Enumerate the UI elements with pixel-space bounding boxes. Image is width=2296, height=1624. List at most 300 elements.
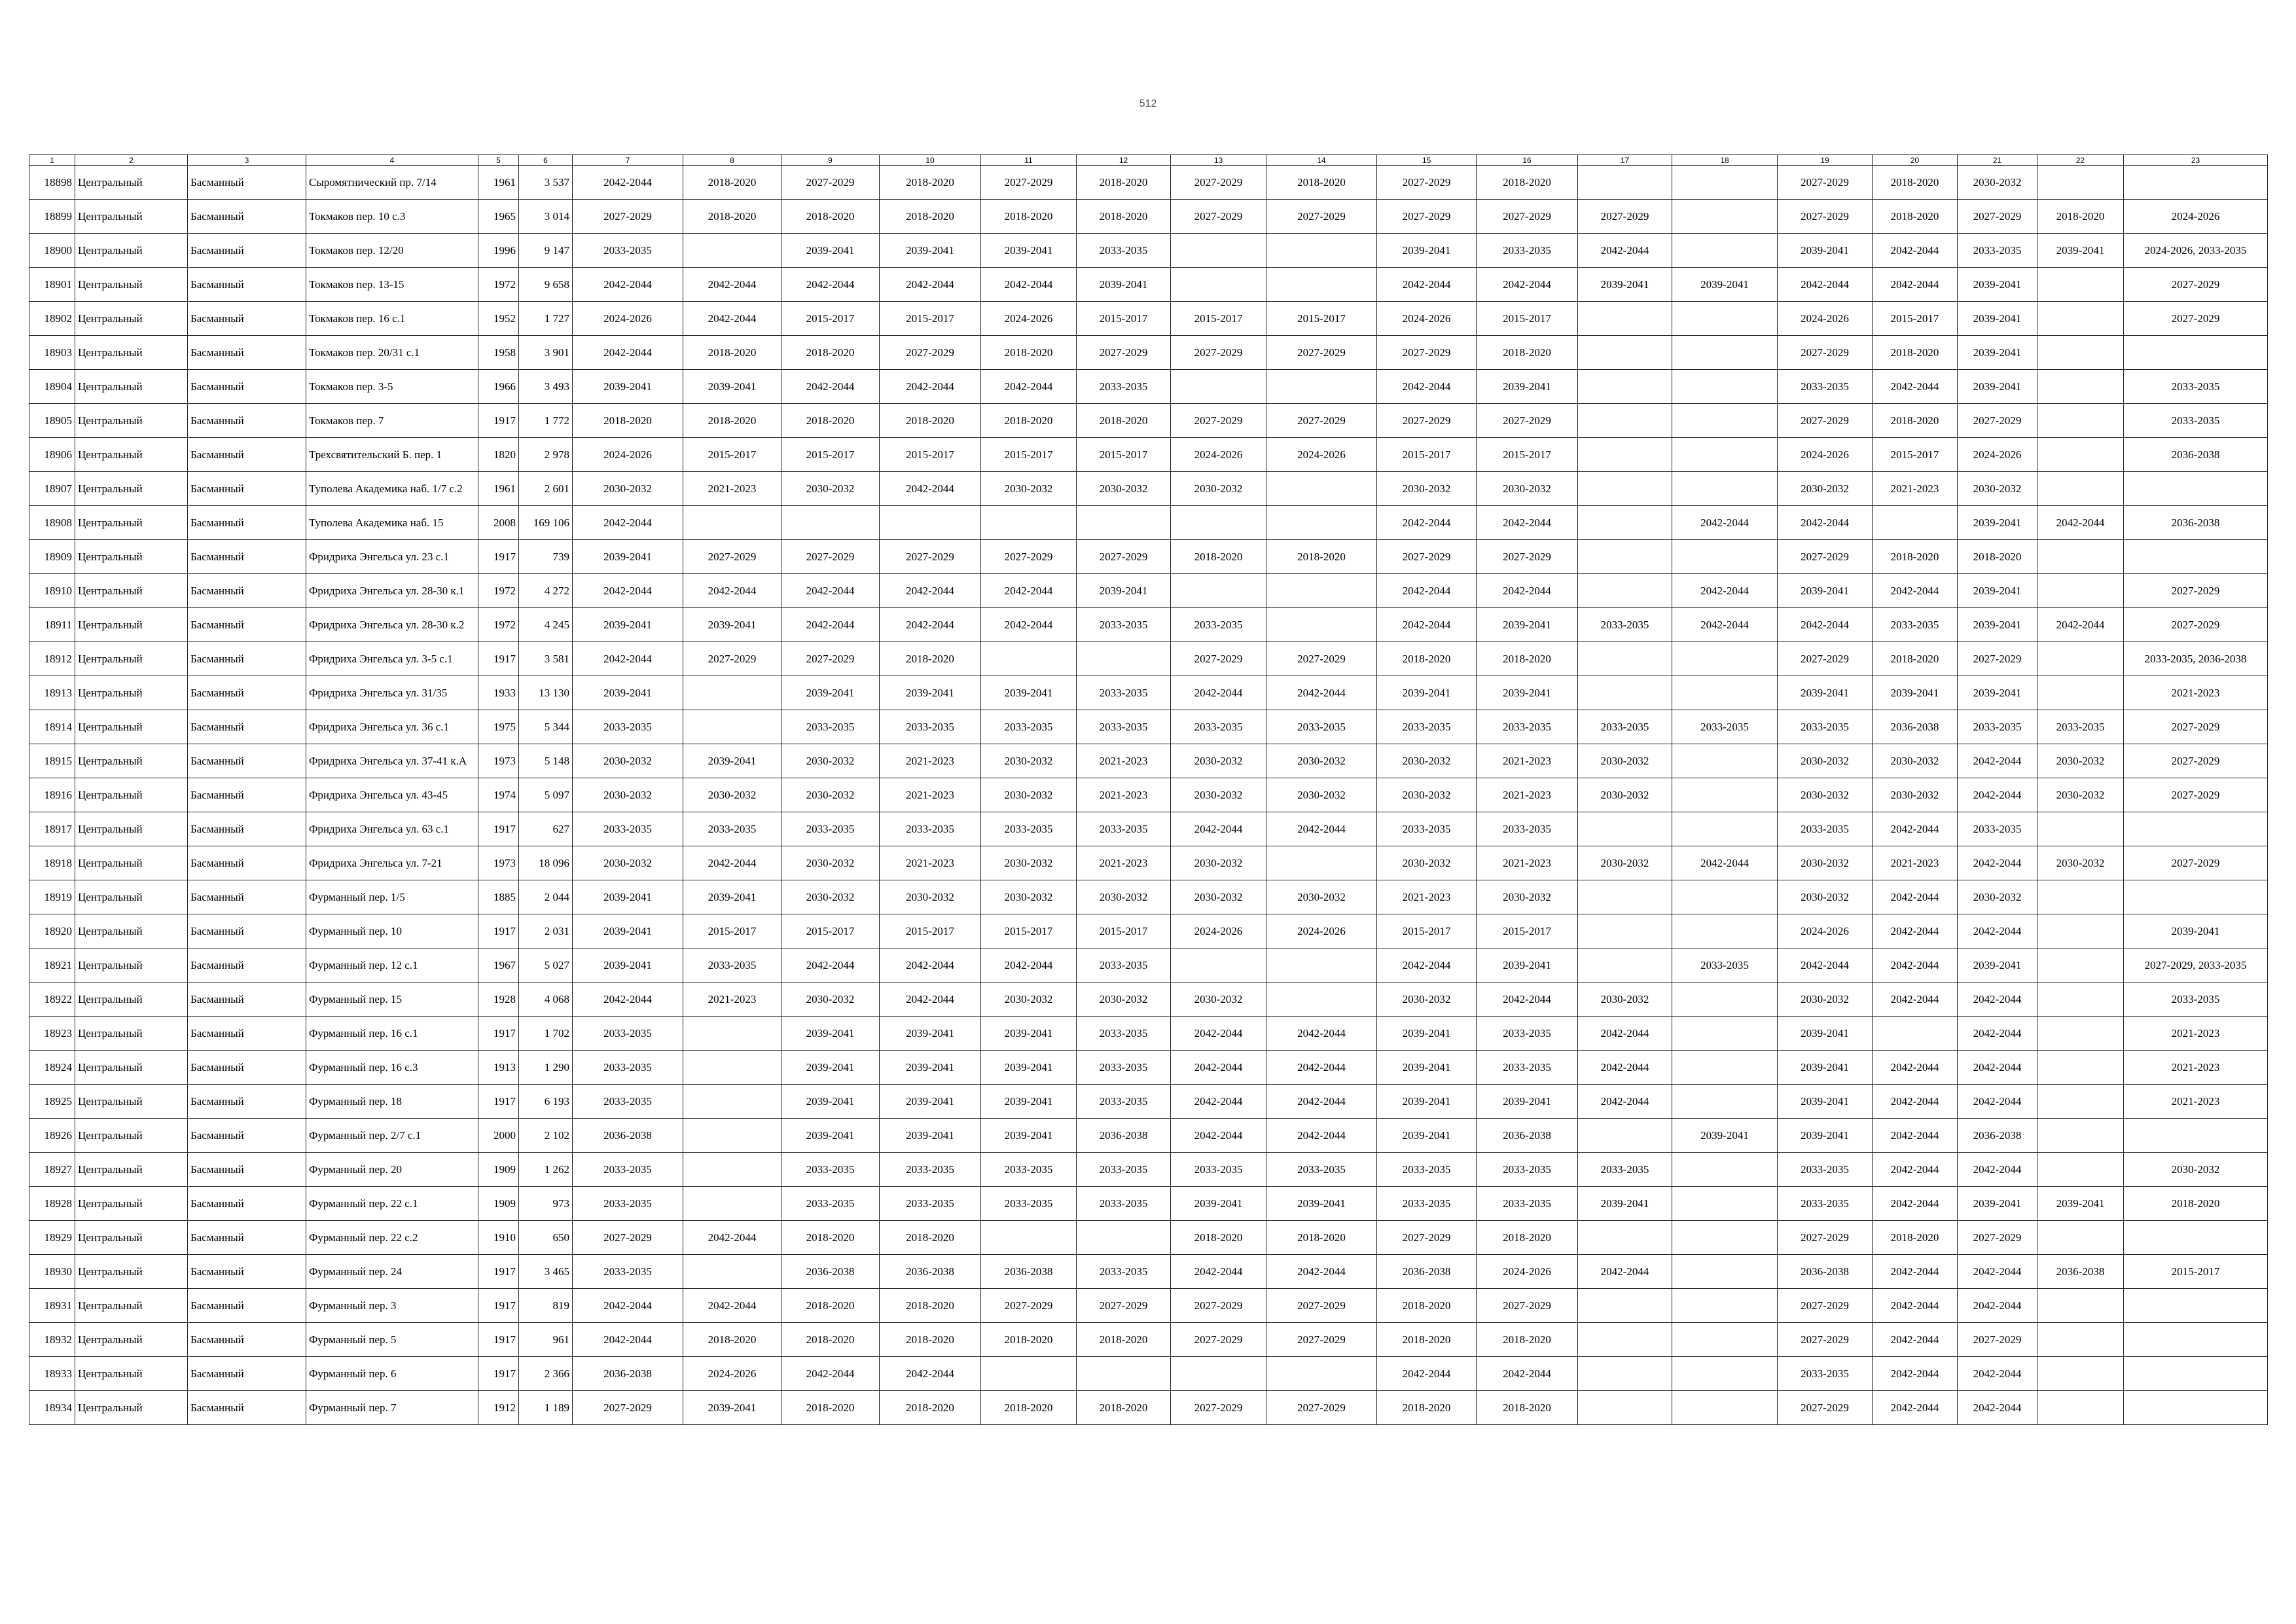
period-cell bbox=[1578, 506, 1672, 540]
district-cell: Басманный bbox=[188, 506, 306, 540]
period-cell: 2027-2029 bbox=[1477, 404, 1578, 438]
period-cell: 2033-2035 bbox=[1171, 608, 1266, 642]
period-cell bbox=[1266, 846, 1377, 880]
year-cell: 1975 bbox=[478, 710, 519, 744]
period-cell: 2039-2041 bbox=[1171, 1187, 1266, 1221]
period-cell bbox=[1672, 812, 1778, 846]
period-cell bbox=[1171, 948, 1266, 983]
period-cell: 2039-2041 bbox=[1377, 1119, 1477, 1153]
period-cell bbox=[1578, 1357, 1672, 1391]
period-cell: 2042-2044 bbox=[1672, 608, 1778, 642]
period-cell: 2027-2029 bbox=[2124, 302, 2268, 336]
district-cell: Басманный bbox=[188, 574, 306, 608]
period-cell bbox=[1672, 472, 1778, 506]
period-cell bbox=[1077, 506, 1171, 540]
district-cell: Басманный bbox=[188, 540, 306, 574]
table-body bbox=[29, 166, 2268, 1425]
area-cell: 2 601 bbox=[519, 472, 573, 506]
period-cell: 2042-2044 bbox=[1873, 268, 1958, 302]
period-cell: 2030-2032 bbox=[1377, 472, 1477, 506]
address-cell: Фурманный пер. 6 bbox=[306, 1357, 478, 1391]
period-cell: 2042-2044 bbox=[981, 574, 1077, 608]
period-cell bbox=[2037, 812, 2124, 846]
period-cell: 2030-2032 bbox=[1171, 472, 1266, 506]
period-cell bbox=[1672, 1051, 1778, 1085]
period-cell: 2039-2041 bbox=[1477, 1085, 1578, 1119]
column-number-header: 22 bbox=[2037, 155, 2124, 166]
period-cell: 2033-2035 bbox=[1077, 710, 1171, 744]
period-cell bbox=[1578, 472, 1672, 506]
row-number-cell: 18929 bbox=[29, 1221, 75, 1255]
period-cell: 2042-2044 bbox=[1873, 983, 1958, 1017]
table-row bbox=[29, 1221, 2268, 1255]
district-cell: Басманный bbox=[188, 983, 306, 1017]
period-cell: 2042-2044 bbox=[1266, 812, 1377, 846]
row-number-cell: 18912 bbox=[29, 642, 75, 676]
okrug-cell: Центральный bbox=[75, 1153, 188, 1187]
period-cell: 2042-2044 bbox=[573, 1289, 683, 1323]
period-cell: 2039-2041 bbox=[1778, 1051, 1873, 1085]
period-cell: 2033-2035 bbox=[1477, 1017, 1578, 1051]
period-cell: 2033-2035 bbox=[1578, 710, 1672, 744]
period-cell bbox=[1578, 438, 1672, 472]
okrug-cell: Центральный bbox=[75, 1289, 188, 1323]
period-cell: 2042-2044 bbox=[1477, 506, 1578, 540]
period-cell bbox=[2037, 336, 2124, 370]
period-cell: 2027-2029 bbox=[1477, 1289, 1578, 1323]
period-cell: 2039-2041 bbox=[1958, 1187, 2037, 1221]
table-row bbox=[29, 1051, 2268, 1085]
period-cell: 2042-2044 bbox=[1958, 1391, 2037, 1425]
period-cell: 2027-2029 bbox=[1778, 1221, 1873, 1255]
period-cell: 2030-2032 bbox=[1377, 846, 1477, 880]
period-cell: 2018-2020 bbox=[1873, 200, 1958, 234]
period-cell: 2030-2032 bbox=[2037, 744, 2124, 778]
period-cell: 2039-2041 bbox=[781, 1085, 880, 1119]
period-cell: 2030-2032 bbox=[981, 880, 1077, 914]
period-cell: 2042-2044 bbox=[1958, 778, 2037, 812]
area-cell: 1 727 bbox=[519, 302, 573, 336]
period-cell: 2039-2041 bbox=[880, 234, 981, 268]
period-cell: 2039-2041 bbox=[1958, 336, 2037, 370]
period-cell: 2033-2035 bbox=[1578, 608, 1672, 642]
okrug-cell: Центральный bbox=[75, 574, 188, 608]
period-cell: 2042-2044 bbox=[1873, 1051, 1958, 1085]
period-cell: 2027-2029, 2033-2035 bbox=[2124, 948, 2268, 983]
period-cell: 2039-2041 bbox=[1958, 302, 2037, 336]
period-cell: 2033-2035 bbox=[1077, 1017, 1171, 1051]
period-cell: 2030-2032 bbox=[1377, 744, 1477, 778]
period-cell: 2030-2032 bbox=[1778, 778, 1873, 812]
okrug-cell: Центральный bbox=[75, 880, 188, 914]
period-cell: 2027-2029 bbox=[1171, 1323, 1266, 1357]
period-cell: 2033-2035 bbox=[1778, 370, 1873, 404]
period-cell: 2042-2044 bbox=[1477, 268, 1578, 302]
period-cell: 2042-2044 bbox=[573, 983, 683, 1017]
district-cell: Басманный bbox=[188, 880, 306, 914]
period-cell bbox=[2037, 1085, 2124, 1119]
period-cell: 2018-2020 bbox=[1377, 642, 1477, 676]
period-cell bbox=[1077, 642, 1171, 676]
period-cell: 2042-2044 bbox=[981, 370, 1077, 404]
period-cell: 2036-2038 bbox=[573, 1119, 683, 1153]
row-number-cell: 18923 bbox=[29, 1017, 75, 1051]
period-cell: 2027-2029 bbox=[1778, 1323, 1873, 1357]
period-cell bbox=[1171, 268, 1266, 302]
period-cell bbox=[2037, 880, 2124, 914]
year-cell: 1909 bbox=[478, 1153, 519, 1187]
area-cell: 973 bbox=[519, 1187, 573, 1221]
okrug-cell: Центральный bbox=[75, 1221, 188, 1255]
period-cell: 2018-2020 bbox=[1171, 1221, 1266, 1255]
period-cell: 2018-2020 bbox=[880, 404, 981, 438]
period-cell: 2042-2044 bbox=[1266, 1017, 1377, 1051]
period-cell: 2036-2038 bbox=[1377, 1255, 1477, 1289]
row-number-cell: 18918 bbox=[29, 846, 75, 880]
row-number-cell: 18909 bbox=[29, 540, 75, 574]
period-cell bbox=[683, 506, 781, 540]
period-cell: 2042-2044 bbox=[781, 574, 880, 608]
period-cell: 2033-2035 bbox=[981, 1153, 1077, 1187]
period-cell: 2015-2017 bbox=[981, 438, 1077, 472]
period-cell: 2039-2041 bbox=[1958, 268, 2037, 302]
period-cell: 2033-2035 bbox=[1477, 812, 1578, 846]
district-cell: Басманный bbox=[188, 1153, 306, 1187]
period-cell bbox=[1578, 370, 1672, 404]
okrug-cell: Центральный bbox=[75, 608, 188, 642]
period-cell bbox=[981, 506, 1077, 540]
period-cell: 2027-2029 bbox=[683, 540, 781, 574]
period-cell bbox=[1266, 1357, 1377, 1391]
row-number-cell: 18926 bbox=[29, 1119, 75, 1153]
period-cell bbox=[2037, 1221, 2124, 1255]
okrug-cell: Центральный bbox=[75, 234, 188, 268]
period-cell: 2039-2041 bbox=[1778, 234, 1873, 268]
column-number-header: 1 bbox=[29, 155, 75, 166]
period-cell: 2030-2032 bbox=[1778, 983, 1873, 1017]
year-cell: 1917 bbox=[478, 1289, 519, 1323]
period-cell: 2030-2032 bbox=[1477, 880, 1578, 914]
period-cell: 2042-2044 bbox=[781, 948, 880, 983]
period-cell: 2039-2041 bbox=[880, 676, 981, 710]
period-cell: 2027-2029 bbox=[1266, 1391, 1377, 1425]
column-number-header: 19 bbox=[1778, 155, 1873, 166]
period-cell: 2030-2032 bbox=[1171, 846, 1266, 880]
period-cell: 2042-2044 bbox=[1873, 1085, 1958, 1119]
period-cell: 2039-2041 bbox=[1578, 268, 1672, 302]
period-cell: 2030-2032 bbox=[1958, 166, 2037, 200]
period-cell: 2033-2035 bbox=[573, 1187, 683, 1221]
area-cell: 819 bbox=[519, 1289, 573, 1323]
period-cell: 2024-2026 bbox=[1266, 438, 1377, 472]
year-cell: 1928 bbox=[478, 983, 519, 1017]
period-cell bbox=[2124, 1289, 2268, 1323]
period-cell bbox=[1578, 948, 1672, 983]
table-row bbox=[29, 234, 2268, 268]
period-cell bbox=[1672, 1289, 1778, 1323]
period-cell bbox=[1672, 1391, 1778, 1425]
period-cell: 2018-2020 bbox=[781, 1221, 880, 1255]
period-cell bbox=[2037, 438, 2124, 472]
row-number-cell: 18905 bbox=[29, 404, 75, 438]
column-number-header: 7 bbox=[573, 155, 683, 166]
table-row bbox=[29, 574, 2268, 608]
period-cell: 2027-2029 bbox=[1377, 1221, 1477, 1255]
year-cell: 1973 bbox=[478, 744, 519, 778]
period-cell: 2036-2038 bbox=[573, 1357, 683, 1391]
period-cell: 2042-2044 bbox=[1477, 574, 1578, 608]
period-cell bbox=[683, 1187, 781, 1221]
column-number-header: 8 bbox=[683, 155, 781, 166]
period-cell bbox=[2037, 1357, 2124, 1391]
period-cell: 2033-2035 bbox=[1778, 1153, 1873, 1187]
area-cell: 18 096 bbox=[519, 846, 573, 880]
period-cell bbox=[2037, 642, 2124, 676]
period-cell: 2036-2038 bbox=[1873, 710, 1958, 744]
district-cell: Басманный bbox=[188, 812, 306, 846]
period-cell: 2027-2029 bbox=[781, 166, 880, 200]
period-cell: 2033-2035 bbox=[781, 710, 880, 744]
period-cell: 2042-2044 bbox=[1958, 1085, 2037, 1119]
period-cell: 2042-2044 bbox=[683, 268, 781, 302]
period-cell: 2039-2041 bbox=[683, 880, 781, 914]
period-cell bbox=[1672, 983, 1778, 1017]
period-cell: 2042-2044 bbox=[683, 574, 781, 608]
area-cell: 5 148 bbox=[519, 744, 573, 778]
district-cell: Басманный bbox=[188, 710, 306, 744]
period-cell: 2015-2017 bbox=[1077, 438, 1171, 472]
period-cell: 2042-2044 bbox=[1873, 1289, 1958, 1323]
period-cell: 2039-2041 bbox=[880, 1119, 981, 1153]
table-row bbox=[29, 404, 2268, 438]
address-cell: Фридриха Энгельса ул. 28-30 к.1 bbox=[306, 574, 478, 608]
district-cell: Басманный bbox=[188, 302, 306, 336]
row-number-cell: 18910 bbox=[29, 574, 75, 608]
period-cell bbox=[1578, 812, 1672, 846]
period-cell: 2042-2044 bbox=[1778, 608, 1873, 642]
table-row bbox=[29, 1323, 2268, 1357]
period-cell bbox=[683, 1255, 781, 1289]
period-cell: 2027-2029 bbox=[2124, 846, 2268, 880]
address-cell: Фридриха Энгельса ул. 36 с.1 bbox=[306, 710, 478, 744]
area-cell: 2 031 bbox=[519, 914, 573, 948]
period-cell: 2039-2041 bbox=[1958, 676, 2037, 710]
period-cell bbox=[2124, 880, 2268, 914]
period-cell: 2021-2023 bbox=[1477, 778, 1578, 812]
area-cell: 961 bbox=[519, 1323, 573, 1357]
year-cell: 1933 bbox=[478, 676, 519, 710]
period-cell: 2042-2044 bbox=[683, 846, 781, 880]
period-cell: 2039-2041 bbox=[1778, 1085, 1873, 1119]
period-cell: 2039-2041 bbox=[981, 1119, 1077, 1153]
period-cell bbox=[1672, 370, 1778, 404]
period-cell: 2015-2017 bbox=[781, 302, 880, 336]
period-cell: 2039-2041 bbox=[880, 1085, 981, 1119]
period-cell: 2042-2044 bbox=[1873, 1323, 1958, 1357]
address-cell: Токмаков пер. 7 bbox=[306, 404, 478, 438]
period-cell: 2018-2020 bbox=[1873, 642, 1958, 676]
period-cell: 2015-2017 bbox=[683, 914, 781, 948]
period-cell: 2018-2020 bbox=[981, 404, 1077, 438]
year-cell: 1961 bbox=[478, 166, 519, 200]
period-cell: 2018-2020 bbox=[683, 1323, 781, 1357]
period-cell: 2030-2032 bbox=[1778, 472, 1873, 506]
address-cell: Фурманный пер. 5 bbox=[306, 1323, 478, 1357]
table-row bbox=[29, 1153, 2268, 1187]
period-cell: 2021-2023 bbox=[1477, 846, 1578, 880]
period-cell: 2042-2044 bbox=[573, 336, 683, 370]
period-cell: 2015-2017 bbox=[1377, 438, 1477, 472]
period-cell: 2042-2044 bbox=[981, 268, 1077, 302]
period-cell: 2024-2026 bbox=[1377, 302, 1477, 336]
period-cell: 2033-2035 bbox=[1477, 1187, 1578, 1221]
period-cell: 2027-2029 bbox=[1778, 200, 1873, 234]
period-cell: 2033-2035 bbox=[1077, 1051, 1171, 1085]
period-cell: 2030-2032 bbox=[1377, 778, 1477, 812]
table-row bbox=[29, 540, 2268, 574]
period-cell bbox=[2124, 540, 2268, 574]
address-cell: Фридриха Энгельса ул. 43-45 bbox=[306, 778, 478, 812]
district-cell: Басманный bbox=[188, 1221, 306, 1255]
period-cell: 2042-2044 bbox=[1578, 234, 1672, 268]
period-cell bbox=[1672, 302, 1778, 336]
period-cell bbox=[1672, 200, 1778, 234]
period-cell: 2018-2020 bbox=[573, 404, 683, 438]
year-cell: 2000 bbox=[478, 1119, 519, 1153]
period-cell: 2042-2044 bbox=[1377, 1357, 1477, 1391]
district-cell: Басманный bbox=[188, 234, 306, 268]
period-cell bbox=[1266, 608, 1377, 642]
period-cell: 2027-2029 bbox=[1778, 1289, 1873, 1323]
period-cell: 2030-2032 bbox=[1077, 472, 1171, 506]
period-cell: 2030-2032 bbox=[1578, 983, 1672, 1017]
district-cell: Басманный bbox=[188, 1357, 306, 1391]
period-cell: 2021-2023 bbox=[880, 778, 981, 812]
period-cell: 2033-2035 bbox=[880, 710, 981, 744]
period-cell bbox=[683, 1119, 781, 1153]
table-row bbox=[29, 438, 2268, 472]
row-number-cell: 18917 bbox=[29, 812, 75, 846]
period-cell: 2042-2044 bbox=[573, 268, 683, 302]
period-cell: 2039-2041 bbox=[1377, 234, 1477, 268]
period-cell: 2027-2029 bbox=[1778, 1391, 1873, 1425]
period-cell: 2039-2041 bbox=[2037, 1187, 2124, 1221]
okrug-cell: Центральный bbox=[75, 710, 188, 744]
period-cell: 2033-2035 bbox=[1077, 676, 1171, 710]
period-cell: 2042-2044 bbox=[1377, 948, 1477, 983]
period-cell: 2015-2017 bbox=[781, 914, 880, 948]
period-cell: 2033-2035 bbox=[573, 812, 683, 846]
period-cell bbox=[1672, 166, 1778, 200]
period-cell bbox=[2037, 1017, 2124, 1051]
period-cell: 2042-2044 bbox=[1873, 948, 1958, 983]
period-cell: 2042-2044 bbox=[683, 1289, 781, 1323]
period-cell: 2030-2032 bbox=[1873, 744, 1958, 778]
period-cell bbox=[1266, 983, 1377, 1017]
period-cell: 2036-2038 bbox=[1778, 1255, 1873, 1289]
district-cell: Басманный bbox=[188, 472, 306, 506]
area-cell: 2 366 bbox=[519, 1357, 573, 1391]
period-cell: 2039-2041 bbox=[1077, 574, 1171, 608]
period-cell bbox=[2037, 1391, 2124, 1425]
period-cell bbox=[781, 506, 880, 540]
period-cell: 2042-2044 bbox=[781, 608, 880, 642]
address-cell: Токмаков пер. 20/31 с.1 bbox=[306, 336, 478, 370]
period-cell: 2018-2020 bbox=[880, 1391, 981, 1425]
column-number-header: 4 bbox=[306, 155, 478, 166]
period-cell: 2042-2044 bbox=[573, 506, 683, 540]
period-cell bbox=[1578, 302, 1672, 336]
okrug-cell: Центральный bbox=[75, 1085, 188, 1119]
year-cell: 1917 bbox=[478, 540, 519, 574]
period-cell: 2039-2041 bbox=[1477, 370, 1578, 404]
period-cell: 2033-2035 bbox=[981, 1187, 1077, 1221]
period-cell: 2018-2020 bbox=[1477, 1391, 1578, 1425]
district-cell: Басманный bbox=[188, 1119, 306, 1153]
period-cell bbox=[2037, 302, 2124, 336]
period-cell: 2021-2023 bbox=[880, 744, 981, 778]
period-cell bbox=[2037, 1289, 2124, 1323]
period-cell: 2027-2029 bbox=[2124, 710, 2268, 744]
period-cell bbox=[1672, 778, 1778, 812]
row-number-cell: 18907 bbox=[29, 472, 75, 506]
year-cell: 1912 bbox=[478, 1391, 519, 1425]
period-cell: 2039-2041 bbox=[781, 676, 880, 710]
period-cell bbox=[1672, 1085, 1778, 1119]
table-row bbox=[29, 1289, 2268, 1323]
period-cell: 2033-2035 bbox=[1077, 948, 1171, 983]
repair-schedule-table bbox=[29, 154, 2268, 1425]
period-cell: 2021-2023 bbox=[2124, 1085, 2268, 1119]
district-cell: Басманный bbox=[188, 1391, 306, 1425]
period-cell: 2018-2020 bbox=[683, 166, 781, 200]
period-cell: 2042-2044 bbox=[1958, 1289, 2037, 1323]
row-number-cell: 18901 bbox=[29, 268, 75, 302]
period-cell: 2027-2029 bbox=[1377, 540, 1477, 574]
period-cell: 2018-2020 bbox=[1477, 166, 1578, 200]
area-cell: 3 465 bbox=[519, 1255, 573, 1289]
period-cell: 2033-2035 bbox=[781, 812, 880, 846]
period-cell: 2021-2023 bbox=[1873, 472, 1958, 506]
period-cell: 2018-2020 bbox=[1077, 166, 1171, 200]
district-cell: Басманный bbox=[188, 438, 306, 472]
period-cell: 2042-2044 bbox=[683, 1221, 781, 1255]
address-cell: Фридриха Энгельса ул. 31/35 bbox=[306, 676, 478, 710]
period-cell: 2033-2035 bbox=[1077, 1085, 1171, 1119]
period-cell: 2018-2020 bbox=[1477, 336, 1578, 370]
district-cell: Басманный bbox=[188, 642, 306, 676]
period-cell: 2042-2044 bbox=[1672, 506, 1778, 540]
table-row bbox=[29, 608, 2268, 642]
period-cell bbox=[2037, 540, 2124, 574]
address-cell: Фурманный пер. 22 с.2 bbox=[306, 1221, 478, 1255]
period-cell bbox=[1077, 1357, 1171, 1391]
period-cell bbox=[1578, 1391, 1672, 1425]
period-cell: 2021-2023 bbox=[683, 472, 781, 506]
address-cell: Туполева Академика наб. 15 bbox=[306, 506, 478, 540]
period-cell: 2033-2035 bbox=[2124, 983, 2268, 1017]
okrug-cell: Центральный bbox=[75, 1119, 188, 1153]
year-cell: 1965 bbox=[478, 200, 519, 234]
year-cell: 1972 bbox=[478, 608, 519, 642]
period-cell: 2018-2020 bbox=[683, 336, 781, 370]
table-row bbox=[29, 846, 2268, 880]
district-cell: Басманный bbox=[188, 1187, 306, 1221]
period-cell: 2042-2044 bbox=[1958, 1357, 2037, 1391]
period-cell: 2018-2020 bbox=[880, 642, 981, 676]
table-row bbox=[29, 948, 2268, 983]
period-cell: 2042-2044 bbox=[981, 608, 1077, 642]
